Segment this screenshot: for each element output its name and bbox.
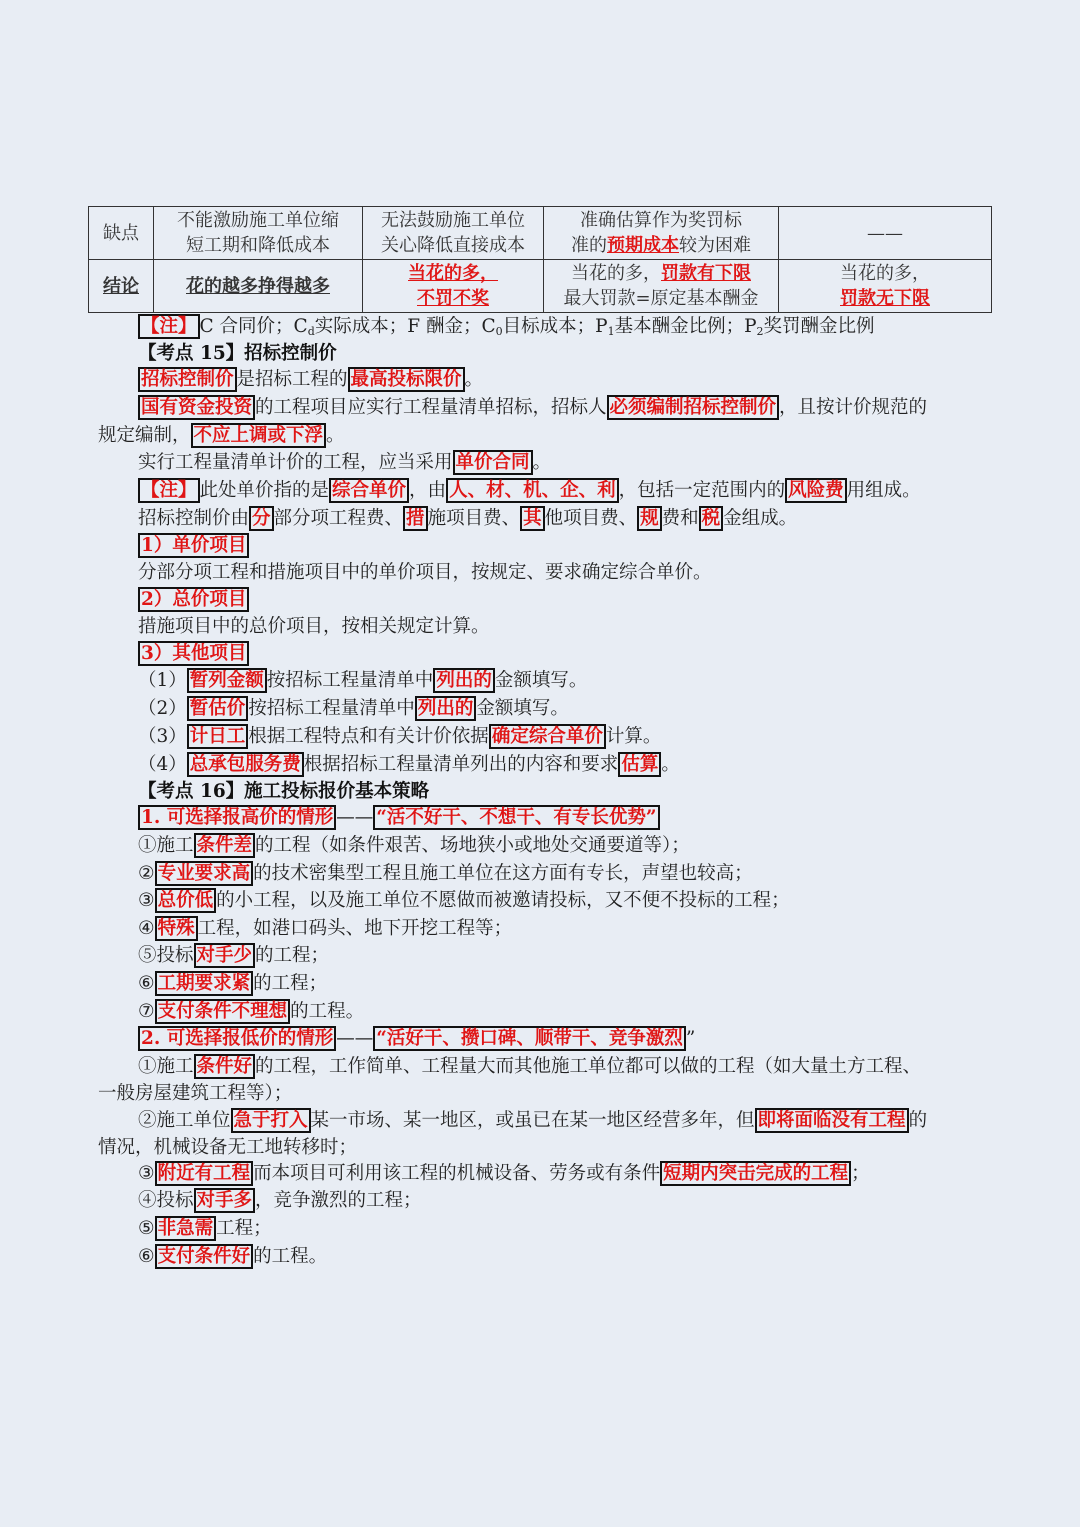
- highlight-box: 分: [249, 506, 274, 531]
- highlight-box: 总价低: [155, 888, 217, 913]
- subheading-low-price: [138, 1026, 695, 1052]
- table-cell: [779, 260, 992, 313]
- highlight-box: 短期内突击完成的工程: [660, 1161, 851, 1186]
- highlight-box: 措: [403, 506, 428, 531]
- text-span: 的技术密集型工程且施工单位在这方面有专长，声望也较高；: [253, 863, 753, 884]
- highlight-box: 综合单价: [329, 478, 409, 503]
- text-span: 某一市场、某一地区，或虽已在某一地区经营多年，但: [310, 1110, 755, 1131]
- text-span: 部分项工程费、: [273, 508, 404, 529]
- highlight-box: 3）其他项目: [138, 641, 249, 666]
- highlight-box: 1. 可选择报高价的情形: [138, 805, 336, 830]
- highlight-box: 支付条件好: [155, 1244, 254, 1269]
- text-span: 实际成本；F 酬金；C: [314, 316, 496, 337]
- text-span: 当花的多，: [408, 263, 498, 284]
- highlight-box: 对手多: [194, 1188, 256, 1213]
- text-span: 关心降低直接成本: [381, 235, 525, 256]
- text-span: ”: [685, 1028, 696, 1049]
- text-span: 金额填写。: [494, 670, 588, 691]
- paragraph: [138, 367, 483, 393]
- text-span: 。: [326, 425, 345, 446]
- list-item: [138, 752, 680, 778]
- text-span: 招标控制价由: [138, 508, 250, 529]
- paragraph: 措施项目中的总价项目，按相关规定计算。: [138, 616, 490, 637]
- highlight-box: 条件好: [194, 1054, 256, 1079]
- text-span: ②: [138, 863, 155, 884]
- text-span: （2）: [138, 698, 187, 719]
- text-span: 的: [908, 1110, 928, 1131]
- highlight-box: “活不好干、不想干、有专长优势”: [373, 805, 659, 830]
- row-label-disadvantage: 缺点: [89, 207, 154, 260]
- highlight-box: 支付条件不理想: [155, 999, 291, 1024]
- text-span: 金额填写。: [476, 698, 569, 719]
- paragraph: [138, 506, 797, 532]
- text-span: 当花的多，: [840, 263, 930, 284]
- highlight-box: 列出的: [415, 696, 477, 721]
- text-span: 按招标工程量清单中: [248, 698, 415, 719]
- paragraph: [138, 450, 551, 476]
- highlight-box: 国有资金投资: [138, 395, 255, 420]
- text-span: 准的: [571, 235, 607, 256]
- text-span: 金组成。: [723, 508, 798, 529]
- list-item-continued: 情况，机械设备无工地转移时；: [98, 1137, 358, 1158]
- subheading-other-items: [138, 641, 249, 667]
- subheading-total-price: [138, 587, 249, 613]
- text-span: 较为困难: [679, 235, 751, 256]
- text-span: ⑥: [138, 1246, 155, 1267]
- table-cell: [363, 260, 544, 313]
- text-span: ——: [336, 807, 374, 828]
- text-span: 的工程。: [290, 1001, 365, 1022]
- highlight-box: 确定综合单价: [489, 724, 606, 749]
- text-span: 奖罚酬金比例: [763, 316, 875, 337]
- text-span: 短工期和降低成本: [186, 235, 330, 256]
- text-span: 目标成本；P: [502, 316, 608, 337]
- list-item: [138, 1161, 870, 1187]
- highlight-box: 最高投标限价: [348, 367, 465, 392]
- text-span: 工程；: [216, 1218, 272, 1239]
- highlight-box: 规: [637, 506, 662, 531]
- list-item-continued: 一般房屋建筑工程等）；: [98, 1083, 293, 1104]
- text-span: 预期成本: [607, 235, 679, 256]
- text-span: 的工程，工作简单、工程量大而其他施工单位都可以做的工程（如大量土方工程、: [255, 1056, 922, 1077]
- text-span: 实行工程量清单计价的工程，应当采用: [138, 452, 453, 473]
- text-span: ⑥: [138, 973, 155, 994]
- text-span: 施项目费、: [427, 508, 521, 529]
- text-span: 而本项目可利用该工程的机械设备、劳务或有条件: [253, 1163, 661, 1184]
- highlight-box: 急于打入: [231, 1108, 311, 1133]
- list-item: [138, 1244, 327, 1270]
- list-item: [138, 696, 569, 722]
- highlight-box: 暂估价: [187, 696, 249, 721]
- highlight-box: 工期要求紧: [155, 971, 254, 996]
- text-span: C 合同价；C: [199, 316, 308, 337]
- text-span: ④投标: [138, 1190, 194, 1211]
- text-span: 的工程（如条件艰苦、场地狭小或地处交通要道等）；: [255, 835, 690, 856]
- text-span: ，且按计价规范的: [779, 397, 928, 418]
- text-span: ②施工单位: [138, 1110, 231, 1131]
- highlight-box: 非急需: [155, 1216, 217, 1241]
- text-span: 费和: [661, 508, 699, 529]
- paragraph: [98, 423, 345, 449]
- text-span: 他项目费、: [544, 508, 638, 529]
- text-span: 1: [607, 325, 615, 338]
- highlight-box: “活好干、攒口碑、顺带干、竞争激烈: [373, 1026, 686, 1051]
- text-span: ③: [138, 1163, 155, 1184]
- highlight-box: 税: [699, 506, 724, 531]
- highlight-box: 暂列金额: [187, 668, 267, 693]
- table-cell: [544, 207, 779, 260]
- text-span: 工程，如港口码头、地下开挖工程等；: [197, 918, 513, 939]
- highlight-box: 单价合同: [453, 450, 533, 475]
- highlight-box: 不应上调或下浮: [191, 423, 327, 448]
- list-item: [138, 833, 690, 859]
- table-row: [89, 260, 992, 313]
- list-item: [138, 668, 587, 694]
- list-item: [138, 888, 790, 914]
- list-item: [138, 861, 753, 887]
- text-span: 根据工程特点和有关计价依据: [248, 726, 489, 747]
- list-item: [138, 1216, 272, 1242]
- text-span: ⑦: [138, 1001, 155, 1022]
- text-span: （1）: [138, 670, 187, 691]
- highlight-box: 风险费: [785, 478, 847, 503]
- row-label-conclusion: 结论: [89, 260, 154, 313]
- text-span: 无法鼓励施工单位: [381, 210, 525, 231]
- text-span: 的工程；: [253, 973, 328, 994]
- text-span: ①施工: [138, 1056, 194, 1077]
- highlight-box: 其: [520, 506, 545, 531]
- text-span: 。: [464, 369, 484, 390]
- text-span: 的工程。: [253, 1246, 328, 1267]
- highlight-box: 估算: [618, 752, 661, 777]
- highlight-box: 2）总价项目: [138, 587, 249, 612]
- text-span: 。: [661, 754, 680, 775]
- text-span: 按招标工程量清单中: [266, 670, 434, 691]
- text-span: 罚款无下限: [840, 288, 930, 309]
- text-span: 用组成。: [846, 480, 921, 501]
- highlight-box: 列出的: [433, 668, 495, 693]
- section-heading-16: 【考点 16】施工投标报价基本策略: [138, 781, 430, 802]
- note-paragraph: [138, 478, 921, 504]
- text-span: ——: [336, 1028, 374, 1049]
- text-span: 不罚不奖: [417, 288, 489, 309]
- text-span: ⑤: [138, 1218, 155, 1239]
- highlight-box: 2. 可选择报低价的情形: [138, 1026, 336, 1051]
- text-span: ，竞争激烈的工程；: [255, 1190, 422, 1211]
- list-item: [138, 971, 327, 997]
- text-span: （3）: [138, 726, 187, 747]
- text-span: ，包括一定范围内的: [618, 480, 786, 501]
- highlight-box: 1）单价项目: [138, 533, 249, 558]
- highlight-box: 【注】: [138, 314, 200, 339]
- text-span: 不能激励施工单位缩: [177, 210, 339, 231]
- table-cell: [363, 207, 544, 260]
- text-span: 根据招标工程量清单列出的内容和要求: [303, 754, 619, 775]
- table-cell: [544, 260, 779, 313]
- highlight-box: 附近有工程: [155, 1161, 254, 1186]
- text-span: （4）: [138, 754, 187, 775]
- text-span: 此处单价指的是: [199, 480, 330, 501]
- table-cell: [154, 207, 363, 260]
- text-span: 0: [495, 325, 503, 338]
- highlight-box: 必须编制招标控制价: [607, 395, 780, 420]
- text-span: 最大罚款=原定基本酬金: [563, 288, 759, 309]
- highlight-box: 人、材、机、企、利: [446, 478, 619, 503]
- text-span: 基本酬金比例；P: [614, 316, 757, 337]
- text-span: 计算。: [605, 726, 662, 747]
- text-span: 准确估算作为奖罚标: [580, 210, 742, 231]
- highlight-box: 计日工: [187, 724, 249, 749]
- contract-comparison-table: [88, 206, 992, 313]
- highlight-box: 招标控制价: [138, 367, 237, 392]
- text-span: 2: [756, 325, 764, 338]
- list-item: [138, 1188, 422, 1214]
- subheading-high-price: [138, 805, 660, 831]
- section-heading-15: 【考点 15】招标控制价: [138, 343, 337, 364]
- text-span: 的小工程，以及施工单位不愿做而被邀请投标，又不便不投标的工程；: [216, 890, 790, 911]
- text-span: 是招标工程的: [236, 369, 348, 390]
- paragraph: 分部分项工程和措施项目中的单价项目，按规定、要求确定综合单价。: [138, 562, 712, 583]
- text-span: d: [307, 325, 315, 338]
- highlight-box: 特殊: [155, 916, 198, 941]
- list-item: [138, 1054, 921, 1080]
- text-span: ，由: [409, 480, 447, 501]
- text-span: 的工程项目应实行工程量清单招标，招标人: [255, 397, 607, 418]
- table-cell: 花的越多挣得越多: [154, 260, 363, 313]
- text-span: 。: [532, 452, 552, 473]
- text-span: ；: [851, 1163, 870, 1184]
- text-span: ⑤投标: [138, 945, 194, 966]
- highlight-box: 总承包服务费: [187, 752, 304, 777]
- text-span: ③: [138, 890, 155, 911]
- list-item: [138, 943, 329, 969]
- text-span: 罚款有下限: [661, 263, 751, 284]
- list-item: [138, 916, 512, 942]
- paragraph: [138, 395, 927, 421]
- highlight-box: 即将面临没有工程: [755, 1108, 909, 1133]
- list-item: [138, 1108, 927, 1134]
- subheading-unit-price: [138, 533, 249, 559]
- highlight-box: 对手少: [194, 943, 256, 968]
- text-span: 当花的多，: [571, 263, 661, 284]
- text-span: ①施工: [138, 835, 194, 856]
- list-item: [138, 724, 661, 750]
- highlight-box: 条件差: [194, 833, 256, 858]
- text-span: ④: [138, 918, 155, 939]
- table-row: [89, 207, 992, 260]
- highlight-box: 专业要求高: [155, 861, 254, 886]
- highlight-box: 【注】: [138, 478, 200, 503]
- list-item: [138, 999, 364, 1025]
- table-cell: ——: [779, 207, 992, 260]
- text-span: 的工程；: [255, 945, 330, 966]
- text-span: 规定编制，: [98, 425, 191, 446]
